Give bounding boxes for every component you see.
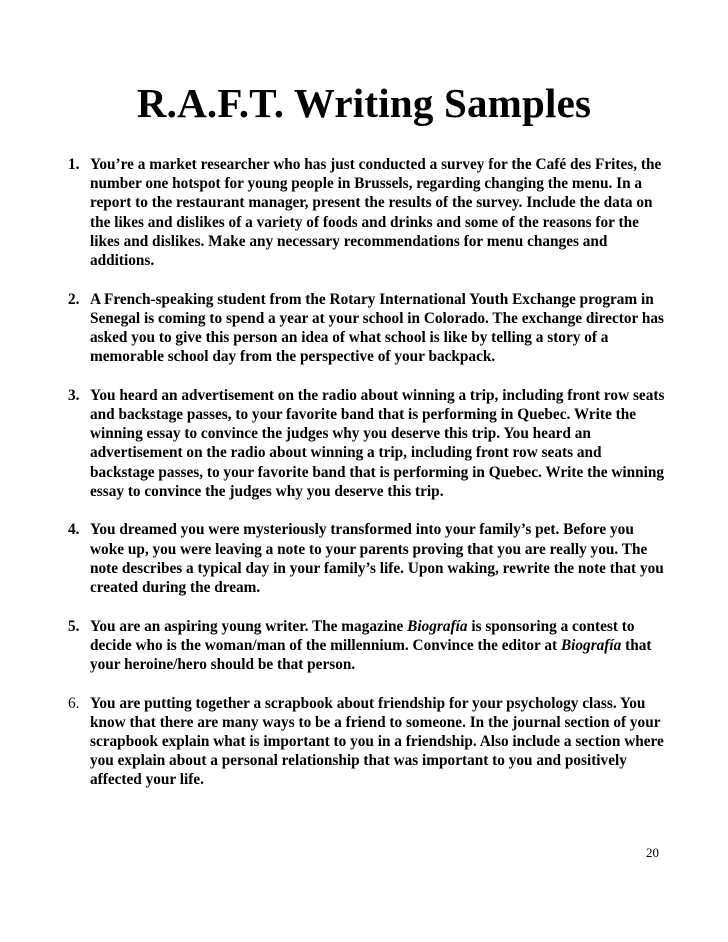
magazine-title: Biografía bbox=[560, 636, 622, 654]
magazine-title: Biografía bbox=[407, 617, 468, 635]
list-item bbox=[68, 386, 668, 501]
list-item bbox=[68, 155, 668, 270]
item-number: 1. bbox=[68, 156, 80, 173]
item-text: You heard an advertisement on the radio about winning a trip, including front row seats and backstage passes, to your favorite band that is performing in Quebec. Write the winning essay to convince the judges why you deserve this trip. You heard an advertisement on the radio about winning a trip, including front row seats and backstage passes, to your favorite band that is performing in Quebec. Write the winning essay to convince the judges why you deserve this trip. bbox=[90, 386, 665, 500]
list-item bbox=[68, 520, 668, 597]
item-text-part: is sponsoring a contest to decide who is the woman/man of the millennium. Convince the editor at bbox=[90, 617, 635, 654]
list-item bbox=[68, 617, 668, 675]
item-number: 4. bbox=[68, 521, 80, 539]
item-text: You are putting together a scrapbook about friendship for your psychology class. You know that there are many ways to be a friend to someone. In the journal section of your scrapbook explain what is important to you in a friendship. Also include a section where you explain about a personal relationship that was important to you and positively affected your life. bbox=[90, 694, 664, 789]
item-number: 2. bbox=[68, 290, 80, 308]
list-item bbox=[68, 290, 668, 367]
list-item bbox=[68, 694, 668, 790]
item-number: 3. bbox=[68, 386, 80, 404]
item-number: 6. bbox=[68, 694, 80, 712]
writing-prompts-list bbox=[68, 155, 668, 809]
item-text: A French-speaking student from the Rotary International Youth Exchange program in Senegal is coming to spend a year at your school in Colorado. The exchange director has asked you to give this person an idea of what school is like by telling a story of a memorable school day from the perspective of your backpack. bbox=[90, 290, 664, 366]
item-text bbox=[90, 617, 668, 675]
page-number: 20 bbox=[646, 845, 659, 860]
item-text-part: that your heroine/hero should be that person. bbox=[90, 636, 652, 674]
item-text-part: You are an aspiring young writer. The magazine bbox=[90, 617, 408, 635]
item-text: You’re a market researcher who has just conducted a survey for the Café des Frites, the number one hotspot for young people in Brussels, regarding changing the menu. In a report to the restaurant manager, present the results of the survey. Include the data on the likes and dislikes of a variety of foods and drinks and some of the reasons for the likes and dislikes. Make any necessary recommendations for menu changes and additions. bbox=[90, 156, 662, 270]
item-text: You dreamed you were mysteriously transformed into your family’s pet. Before you woke up, you were leaving a note to your parents proving that you are really you. The note describes a typical day in your family’s life. Upon waking, rewrite the note that you created during the dream. bbox=[90, 521, 664, 597]
page-title: R.A.F.T. Writing Samples bbox=[136, 80, 592, 126]
item-number: 5. bbox=[68, 617, 80, 635]
